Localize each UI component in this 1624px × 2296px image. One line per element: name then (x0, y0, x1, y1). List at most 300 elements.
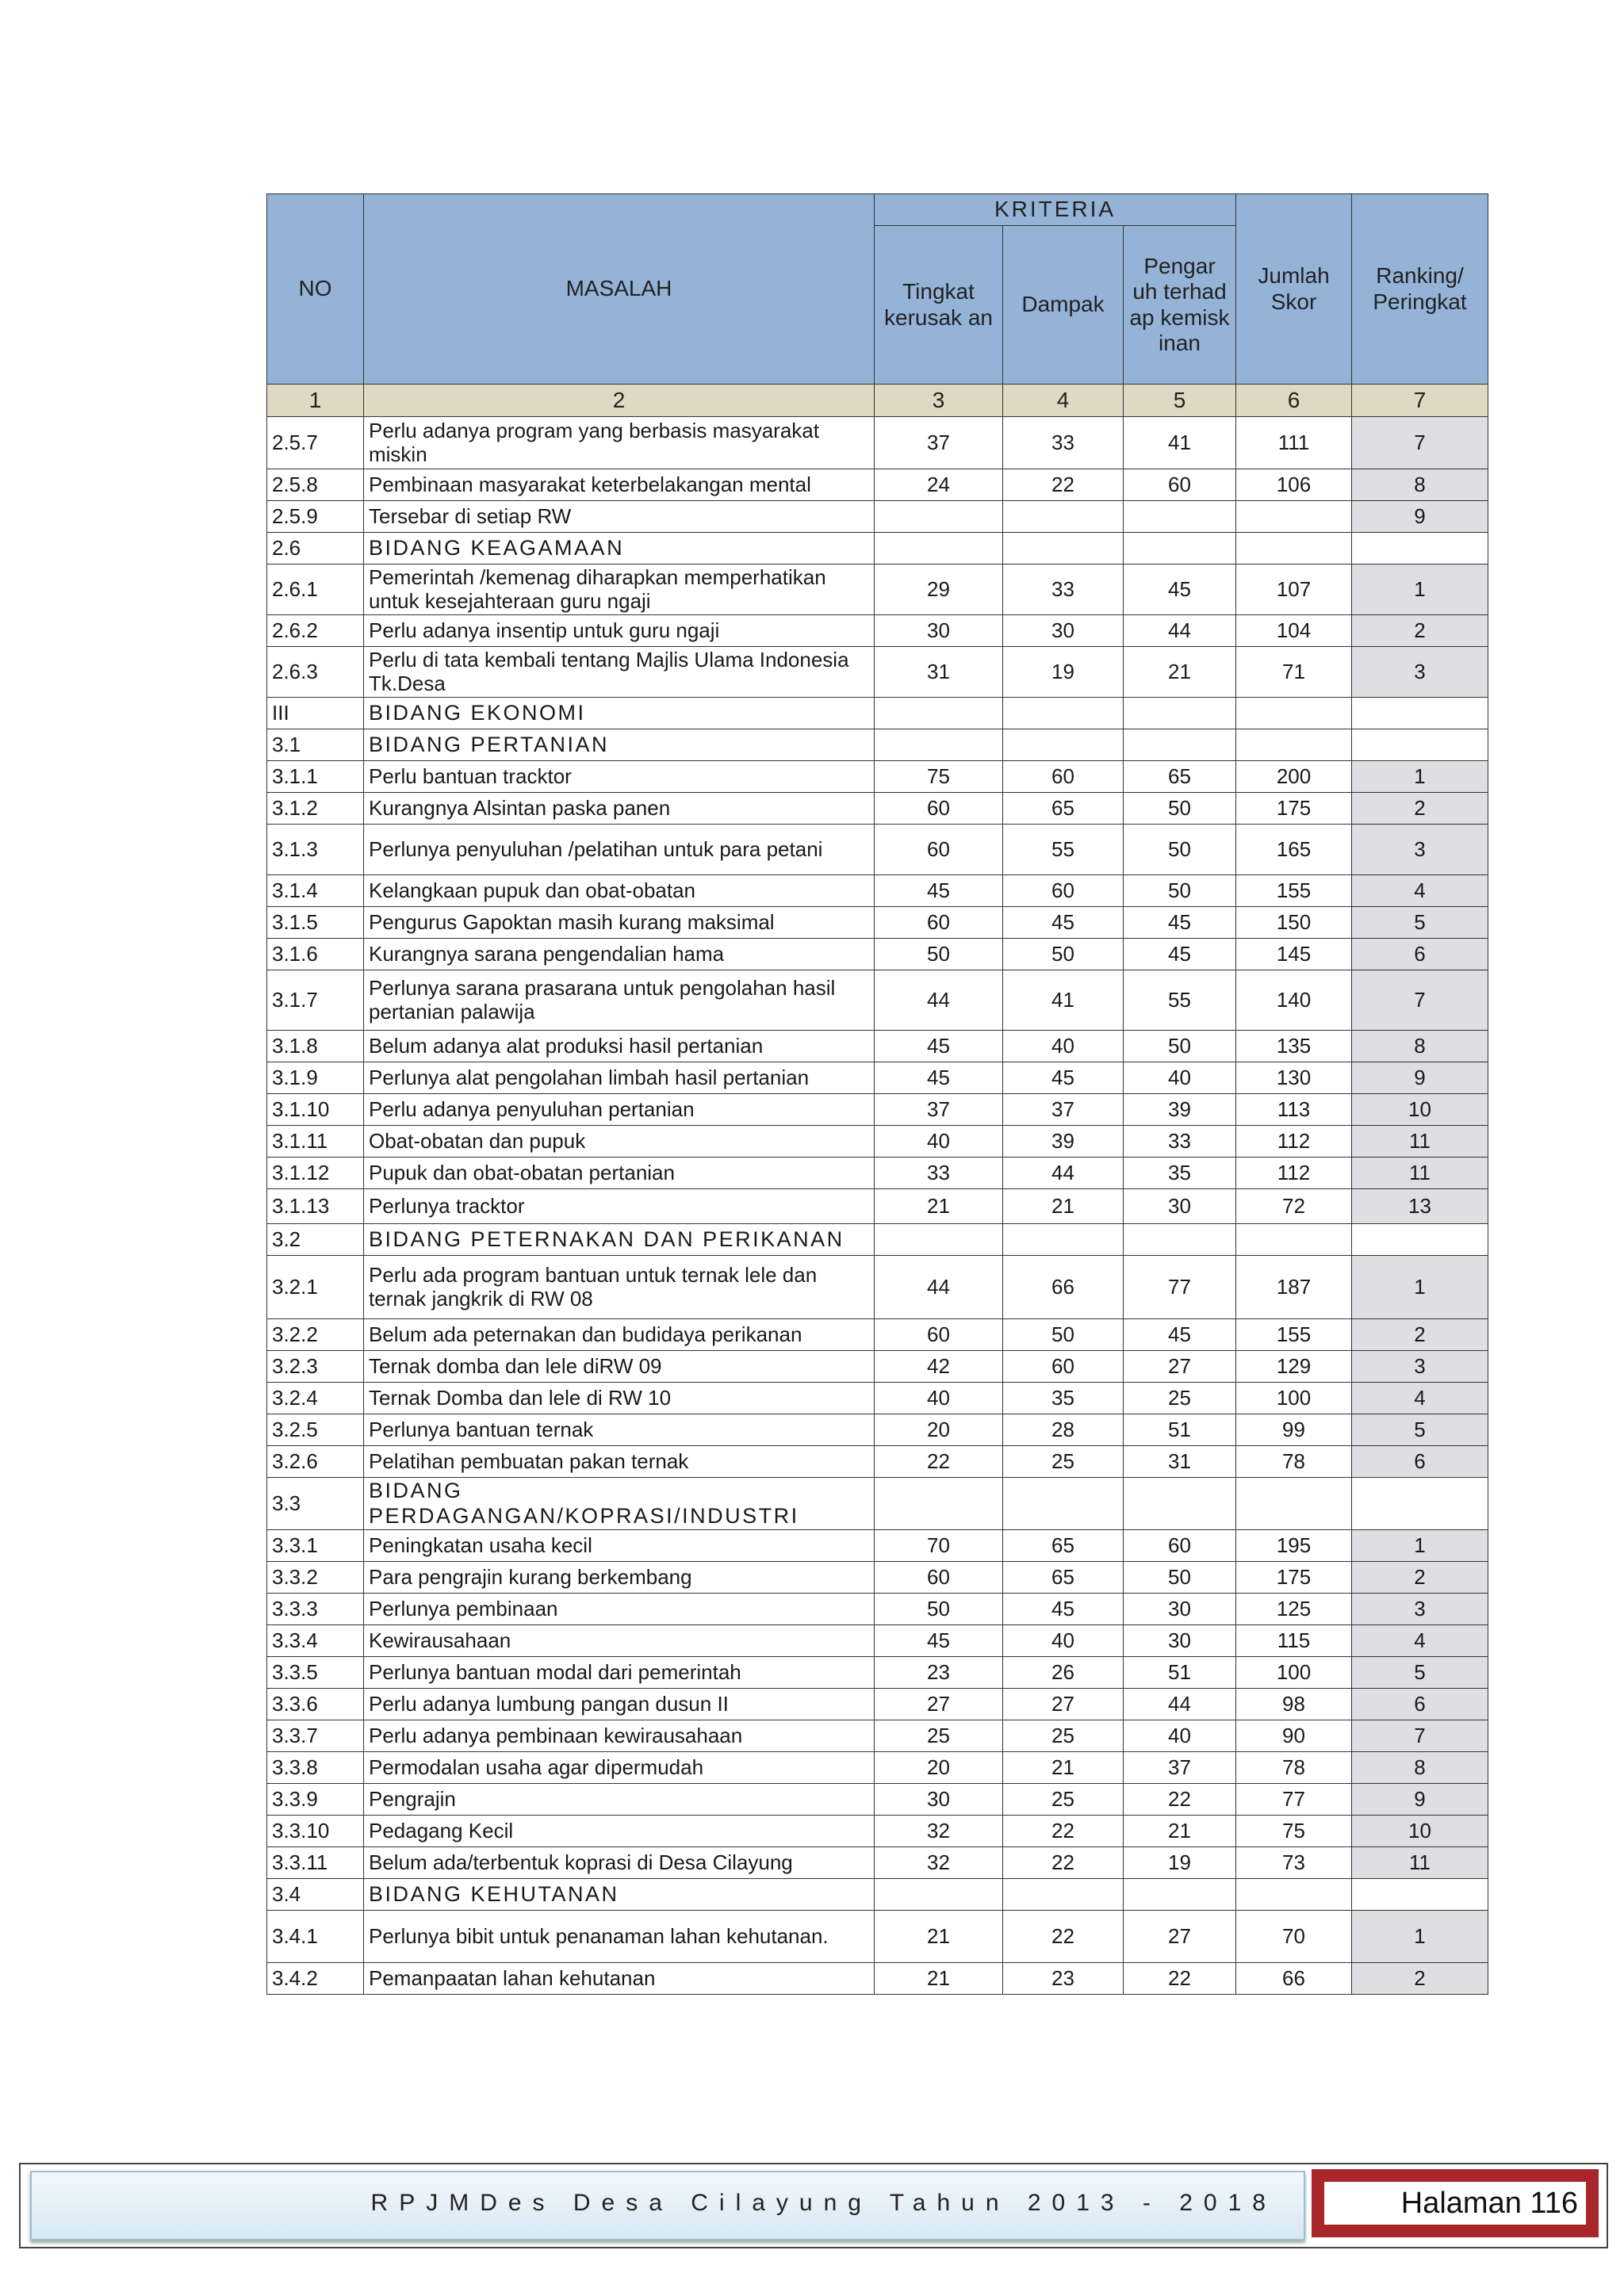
row-number: 3.2.3 (267, 1351, 364, 1383)
column-number-row (267, 385, 1488, 417)
tingkat-cell (875, 729, 1003, 761)
dampak-cell (1003, 533, 1124, 564)
ranking-cell: 4 (1352, 1383, 1488, 1414)
ranking-cell: 13 (1352, 1189, 1488, 1224)
pengaruh-cell (1124, 1224, 1236, 1256)
tingkat-cell (875, 698, 1003, 729)
dampak-cell: 60 (1003, 1351, 1124, 1383)
dampak-cell: 26 (1003, 1657, 1124, 1689)
dampak-cell: 33 (1003, 564, 1124, 615)
dampak-cell: 65 (1003, 1562, 1124, 1594)
ranking-cell: 3 (1352, 647, 1488, 698)
column-number: 7 (1352, 385, 1488, 417)
dampak-cell: 25 (1003, 1720, 1124, 1752)
dampak-cell (1003, 729, 1124, 761)
ranking-cell: 2 (1352, 1562, 1488, 1594)
dampak-cell: 23 (1003, 1963, 1124, 1995)
row-number: 3.1.2 (267, 793, 364, 825)
ranking-cell: 3 (1352, 825, 1488, 875)
table-row (267, 1189, 1488, 1224)
dampak-cell: 65 (1003, 793, 1124, 825)
dampak-cell (1003, 1478, 1124, 1530)
tingkat-cell: 45 (875, 875, 1003, 907)
pengaruh-cell: 60 (1124, 1530, 1236, 1562)
problem-text: Belum adanya alat produksi hasil pertanian (364, 1031, 875, 1062)
ranking-cell: 3 (1352, 1594, 1488, 1625)
pengaruh-cell (1124, 1478, 1236, 1530)
ranking-cell (1352, 533, 1488, 564)
pengaruh-cell: 51 (1124, 1657, 1236, 1689)
tingkat-cell: 32 (875, 1816, 1003, 1847)
dampak-cell: 21 (1003, 1189, 1124, 1224)
problem-text: Perlunya pembinaan (364, 1594, 875, 1625)
table-row (267, 1784, 1488, 1816)
dampak-cell: 25 (1003, 1446, 1124, 1478)
pengaruh-cell: 30 (1124, 1625, 1236, 1657)
problem-text: Pelatihan pembuatan pakan ternak (364, 1446, 875, 1478)
problem-text: Perlu adanya program yang berbasis masyarakat miskin (364, 417, 875, 469)
tingkat-cell (875, 501, 1003, 533)
ranking-cell: 8 (1352, 1031, 1488, 1062)
problem-text: Perlunya sarana prasarana untuk pengolahan hasil pertanian palawija (364, 970, 875, 1031)
tingkat-cell: 40 (875, 1126, 1003, 1158)
criteria-table-container (266, 193, 1488, 1995)
dampak-cell: 40 (1003, 1625, 1124, 1657)
table-row (267, 1126, 1488, 1158)
row-number: 2.6.2 (267, 615, 364, 647)
problem-text: Perlunya alat pengolahan limbah hasil pertanian (364, 1062, 875, 1094)
row-number: 2.5.9 (267, 501, 364, 533)
tingkat-cell (875, 533, 1003, 564)
pengaruh-cell: 40 (1124, 1062, 1236, 1094)
pengaruh-cell: 45 (1124, 1319, 1236, 1351)
dampak-cell: 45 (1003, 1062, 1124, 1094)
header-tingkat-kerusakan: Tingkat kerusak an (875, 226, 1003, 385)
ranking-cell (1352, 698, 1488, 729)
pengaruh-cell: 19 (1124, 1847, 1236, 1879)
jumlah-skor-cell: 165 (1236, 825, 1352, 875)
jumlah-skor-cell: 140 (1236, 970, 1352, 1031)
ranking-cell: 2 (1352, 615, 1488, 647)
pengaruh-cell: 22 (1124, 1784, 1236, 1816)
row-number: 3.2.1 (267, 1256, 364, 1319)
row-number: 3.2.4 (267, 1383, 364, 1414)
row-number: 3.1.11 (267, 1126, 364, 1158)
tingkat-cell: 31 (875, 647, 1003, 698)
pengaruh-cell: 51 (1124, 1414, 1236, 1446)
ranking-cell (1352, 1879, 1488, 1911)
row-number: 3.4 (267, 1879, 364, 1911)
tingkat-cell: 29 (875, 564, 1003, 615)
jumlah-skor-cell: 145 (1236, 939, 1352, 970)
pengaruh-cell: 50 (1124, 793, 1236, 825)
row-number: 3.1 (267, 729, 364, 761)
tingkat-cell: 21 (875, 1963, 1003, 1995)
header-dampak: Dampak (1003, 226, 1124, 385)
tingkat-cell: 75 (875, 761, 1003, 793)
tingkat-cell: 22 (875, 1446, 1003, 1478)
tingkat-cell: 44 (875, 970, 1003, 1031)
jumlah-skor-cell: 150 (1236, 907, 1352, 939)
row-number: 3.1.8 (267, 1031, 364, 1062)
row-number: 3.1.9 (267, 1062, 364, 1094)
jumlah-skor-cell: 78 (1236, 1446, 1352, 1478)
tingkat-cell: 30 (875, 615, 1003, 647)
pengaruh-cell: 27 (1124, 1351, 1236, 1383)
pengaruh-cell: 25 (1124, 1383, 1236, 1414)
ranking-cell: 10 (1352, 1816, 1488, 1847)
jumlah-skor-cell: 112 (1236, 1158, 1352, 1189)
row-number: 3.3.10 (267, 1816, 364, 1847)
dampak-cell: 22 (1003, 469, 1124, 501)
ranking-cell: 11 (1352, 1847, 1488, 1879)
pengaruh-cell: 22 (1124, 1963, 1236, 1995)
table-row (267, 615, 1488, 647)
table-row (267, 1816, 1488, 1847)
tingkat-cell (875, 1879, 1003, 1911)
problem-text: Pupuk dan obat-obatan pertanian (364, 1158, 875, 1189)
jumlah-skor-cell: 187 (1236, 1256, 1352, 1319)
pengaruh-cell: 45 (1124, 939, 1236, 970)
row-number: 3.2.5 (267, 1414, 364, 1446)
problem-text: Perlunya bantuan modal dari pemerintah (364, 1657, 875, 1689)
section-title: BIDANG PETERNAKAN DAN PERIKANAN (364, 1224, 875, 1256)
table-row (267, 970, 1488, 1031)
jumlah-skor-cell: 100 (1236, 1657, 1352, 1689)
row-number: 3.3.9 (267, 1784, 364, 1816)
problem-text: Belum ada/terbentuk koprasi di Desa Cilayung (364, 1847, 875, 1879)
jumlah-skor-cell: 70 (1236, 1911, 1352, 1963)
row-number: 3.2.2 (267, 1319, 364, 1351)
ranking-cell: 3 (1352, 1351, 1488, 1383)
table-row (267, 875, 1488, 907)
column-number: 6 (1236, 385, 1352, 417)
table-row (267, 1562, 1488, 1594)
problem-text: Perlu bantuan tracktor (364, 761, 875, 793)
table-row (267, 1094, 1488, 1126)
row-number: 2.5.8 (267, 469, 364, 501)
ranking-cell: 1 (1352, 1256, 1488, 1319)
tingkat-cell: 42 (875, 1351, 1003, 1383)
ranking-cell: 5 (1352, 907, 1488, 939)
jumlah-skor-cell: 112 (1236, 1126, 1352, 1158)
table-row (267, 1062, 1488, 1094)
tingkat-cell: 44 (875, 1256, 1003, 1319)
table-row (267, 939, 1488, 970)
ranking-cell (1352, 1224, 1488, 1256)
table-row (267, 1319, 1488, 1351)
tingkat-cell: 60 (875, 825, 1003, 875)
table-row (267, 1911, 1488, 1963)
column-number: 1 (267, 385, 364, 417)
dampak-cell: 60 (1003, 761, 1124, 793)
table-row (267, 1383, 1488, 1414)
problem-text: Pembinaan masyarakat keterbelakangan mental (364, 469, 875, 501)
table-row (267, 1720, 1488, 1752)
tingkat-cell: 21 (875, 1911, 1003, 1963)
problem-text: Pengurus Gapoktan masih kurang maksimal (364, 907, 875, 939)
pengaruh-cell: 77 (1124, 1256, 1236, 1319)
ranking-cell: 9 (1352, 1062, 1488, 1094)
pengaruh-cell: 21 (1124, 647, 1236, 698)
dampak-cell: 27 (1003, 1689, 1124, 1720)
pengaruh-cell: 50 (1124, 825, 1236, 875)
jumlah-skor-cell (1236, 729, 1352, 761)
problem-text: Ternak Domba dan lele di RW 10 (364, 1383, 875, 1414)
problem-text: Para pengrajin kurang berkembang (364, 1562, 875, 1594)
problem-text: Perlu adanya pembinaan kewirausahaan (364, 1720, 875, 1752)
problem-text: Kewirausahaan (364, 1625, 875, 1657)
page-footer (19, 2163, 1608, 2248)
jumlah-skor-cell: 115 (1236, 1625, 1352, 1657)
jumlah-skor-cell: 107 (1236, 564, 1352, 615)
problem-text: Perlunya bantuan ternak (364, 1414, 875, 1446)
jumlah-skor-cell: 100 (1236, 1383, 1352, 1414)
tingkat-cell: 20 (875, 1414, 1003, 1446)
jumlah-skor-cell (1236, 533, 1352, 564)
table-row (267, 1689, 1488, 1720)
table-row (267, 647, 1488, 698)
jumlah-skor-cell: 75 (1236, 1816, 1352, 1847)
table-row (267, 1256, 1488, 1319)
table-row (267, 1625, 1488, 1657)
dampak-cell: 65 (1003, 1530, 1124, 1562)
row-number: 3.1.1 (267, 761, 364, 793)
dampak-cell: 50 (1003, 939, 1124, 970)
pengaruh-cell: 31 (1124, 1446, 1236, 1478)
row-number: 3.4.2 (267, 1963, 364, 1995)
tingkat-cell: 24 (875, 469, 1003, 501)
problem-text: Kurangnya sarana pengendalian hama (364, 939, 875, 970)
dampak-cell: 30 (1003, 615, 1124, 647)
ranking-cell: 7 (1352, 1720, 1488, 1752)
dampak-cell (1003, 501, 1124, 533)
pengaruh-cell: 44 (1124, 615, 1236, 647)
jumlah-skor-cell: 195 (1236, 1530, 1352, 1562)
table-row (267, 564, 1488, 615)
ranking-cell: 1 (1352, 1530, 1488, 1562)
problem-text: Perlunya penyuluhan /pelatihan untuk para petani (364, 825, 875, 875)
table-body (267, 417, 1488, 1995)
problem-text: Perlu adanya penyuluhan pertanian (364, 1094, 875, 1126)
dampak-cell: 22 (1003, 1847, 1124, 1879)
ranking-cell: 8 (1352, 469, 1488, 501)
table-row (267, 825, 1488, 875)
problem-text: Pengrajin (364, 1784, 875, 1816)
ranking-cell: 10 (1352, 1094, 1488, 1126)
pengaruh-cell: 60 (1124, 469, 1236, 501)
table-row (267, 1752, 1488, 1784)
ranking-cell: 2 (1352, 1963, 1488, 1995)
row-number: 3.1.3 (267, 825, 364, 875)
section-title: BIDANG KEHUTANAN (364, 1879, 875, 1911)
row-number: 3.4.1 (267, 1911, 364, 1963)
row-number: 3.3.8 (267, 1752, 364, 1784)
jumlah-skor-cell: 106 (1236, 469, 1352, 501)
tingkat-cell: 70 (875, 1530, 1003, 1562)
page-number-box (1312, 2169, 1599, 2237)
problem-text: Peningkatan usaha kecil (364, 1530, 875, 1562)
pengaruh-cell: 33 (1124, 1126, 1236, 1158)
row-number: 3.3.5 (267, 1657, 364, 1689)
dampak-cell (1003, 1224, 1124, 1256)
ranking-cell: 2 (1352, 1319, 1488, 1351)
jumlah-skor-cell: 72 (1236, 1189, 1352, 1224)
dampak-cell: 45 (1003, 907, 1124, 939)
table-row (267, 1031, 1488, 1062)
ranking-cell: 11 (1352, 1158, 1488, 1189)
tingkat-cell: 27 (875, 1689, 1003, 1720)
ranking-cell: 2 (1352, 793, 1488, 825)
dampak-cell: 21 (1003, 1752, 1124, 1784)
pengaruh-cell (1124, 501, 1236, 533)
problem-text: Kurangnya Alsintan paska panen (364, 793, 875, 825)
jumlah-skor-cell: 98 (1236, 1689, 1352, 1720)
problem-text: Perlu ada program bantuan untuk ternak lele dan ternak jangkrik di RW 08 (364, 1256, 875, 1319)
ranking-cell: 4 (1352, 1625, 1488, 1657)
pengaruh-cell: 50 (1124, 1562, 1236, 1594)
column-number: 4 (1003, 385, 1124, 417)
jumlah-skor-cell: 71 (1236, 647, 1352, 698)
pengaruh-cell: 30 (1124, 1594, 1236, 1625)
page-number-inner (1324, 2182, 1586, 2225)
table-row (267, 501, 1488, 533)
pengaruh-cell: 35 (1124, 1158, 1236, 1189)
header-masalah: MASALAH (364, 194, 875, 385)
tingkat-cell: 32 (875, 1847, 1003, 1879)
ranking-cell: 6 (1352, 939, 1488, 970)
pengaruh-cell (1124, 533, 1236, 564)
ranking-cell: 6 (1352, 1446, 1488, 1478)
problem-text: Tersebar di setiap RW (364, 501, 875, 533)
tingkat-cell: 20 (875, 1752, 1003, 1784)
section-title: BIDANG PERDAGANGAN/KOPRASI/INDUSTRI (364, 1478, 875, 1530)
problem-text: Pedagang Kecil (364, 1816, 875, 1847)
tingkat-cell: 60 (875, 793, 1003, 825)
header-no: NO (267, 194, 364, 385)
problem-text: Perlunya tracktor (364, 1189, 875, 1224)
section-row (267, 533, 1488, 564)
table-row (267, 761, 1488, 793)
table-row (267, 469, 1488, 501)
dampak-cell: 45 (1003, 1594, 1124, 1625)
row-number: 3.1.6 (267, 939, 364, 970)
row-number: 3.3.2 (267, 1562, 364, 1594)
jumlah-skor-cell: 155 (1236, 875, 1352, 907)
pengaruh-cell: 30 (1124, 1189, 1236, 1224)
table-row (267, 907, 1488, 939)
section-row (267, 1478, 1488, 1530)
jumlah-skor-cell (1236, 1879, 1352, 1911)
problem-text: Obat-obatan dan pupuk (364, 1126, 875, 1158)
table-row (267, 1158, 1488, 1189)
section-title: BIDANG PERTANIAN (364, 729, 875, 761)
jumlah-skor-cell: 175 (1236, 793, 1352, 825)
ranking-cell: 4 (1352, 875, 1488, 907)
problem-text: Belum ada peternakan dan budidaya perikanan (364, 1319, 875, 1351)
pengaruh-cell (1124, 698, 1236, 729)
jumlah-skor-cell (1236, 501, 1352, 533)
column-number: 5 (1124, 385, 1236, 417)
problem-text: Perlunya bibit untuk penanaman lahan kehutanan. (364, 1911, 875, 1963)
pengaruh-cell: 55 (1124, 970, 1236, 1031)
tingkat-cell: 37 (875, 417, 1003, 469)
jumlah-skor-cell: 66 (1236, 1963, 1352, 1995)
pengaruh-cell: 50 (1124, 1031, 1236, 1062)
jumlah-skor-cell: 125 (1236, 1594, 1352, 1625)
ranking-cell: 5 (1352, 1414, 1488, 1446)
table-row (267, 1657, 1488, 1689)
table-row (267, 1351, 1488, 1383)
tingkat-cell (875, 1478, 1003, 1530)
section-title: BIDANG KEAGAMAAN (364, 533, 875, 564)
table-row (267, 793, 1488, 825)
jumlah-skor-cell: 111 (1236, 417, 1352, 469)
table-row (267, 1594, 1488, 1625)
table-row (267, 417, 1488, 469)
header-jumlah-skor: Jumlah Skor (1236, 194, 1352, 385)
problem-text: Kelangkaan pupuk dan obat-obatan (364, 875, 875, 907)
ranking-cell: 9 (1352, 501, 1488, 533)
jumlah-skor-cell (1236, 1224, 1352, 1256)
table-row (267, 1847, 1488, 1879)
column-number: 3 (875, 385, 1003, 417)
page-number: Halaman 116 (1400, 2187, 1578, 2220)
jumlah-skor-cell: 77 (1236, 1784, 1352, 1816)
dampak-cell: 50 (1003, 1319, 1124, 1351)
table-row (267, 1446, 1488, 1478)
row-number: 2.6.3 (267, 647, 364, 698)
tingkat-cell: 50 (875, 1594, 1003, 1625)
jumlah-skor-cell: 90 (1236, 1720, 1352, 1752)
dampak-cell: 40 (1003, 1031, 1124, 1062)
tingkat-cell: 60 (875, 1562, 1003, 1594)
row-number: 3.1.13 (267, 1189, 364, 1224)
tingkat-cell (875, 1224, 1003, 1256)
ranking-cell: 7 (1352, 417, 1488, 469)
tingkat-cell: 45 (875, 1062, 1003, 1094)
ranking-cell: 1 (1352, 1911, 1488, 1963)
pengaruh-cell: 50 (1124, 875, 1236, 907)
jumlah-skor-cell: 99 (1236, 1414, 1352, 1446)
row-number: 3.1.4 (267, 875, 364, 907)
jumlah-skor-cell: 175 (1236, 1562, 1352, 1594)
pengaruh-cell: 45 (1124, 564, 1236, 615)
jumlah-skor-cell: 78 (1236, 1752, 1352, 1784)
jumlah-skor-cell: 130 (1236, 1062, 1352, 1094)
tingkat-cell: 33 (875, 1158, 1003, 1189)
row-number: 3.2.6 (267, 1446, 364, 1478)
dampak-cell: 22 (1003, 1911, 1124, 1963)
section-row (267, 1879, 1488, 1911)
pengaruh-cell: 44 (1124, 1689, 1236, 1720)
ranking-cell (1352, 1478, 1488, 1530)
header-ranking: Ranking/ Peringkat (1352, 194, 1488, 385)
dampak-cell: 25 (1003, 1784, 1124, 1816)
section-row (267, 698, 1488, 729)
section-title: BIDANG EKONOMI (364, 698, 875, 729)
row-number: 3.1.12 (267, 1158, 364, 1189)
ranking-cell: 1 (1352, 761, 1488, 793)
pengaruh-cell (1124, 1879, 1236, 1911)
ranking-cell: 8 (1352, 1752, 1488, 1784)
dampak-cell: 22 (1003, 1816, 1124, 1847)
jumlah-skor-cell: 73 (1236, 1847, 1352, 1879)
tingkat-cell: 50 (875, 939, 1003, 970)
table-row (267, 1963, 1488, 1995)
row-number: 3.3.11 (267, 1847, 364, 1879)
dampak-cell: 60 (1003, 875, 1124, 907)
